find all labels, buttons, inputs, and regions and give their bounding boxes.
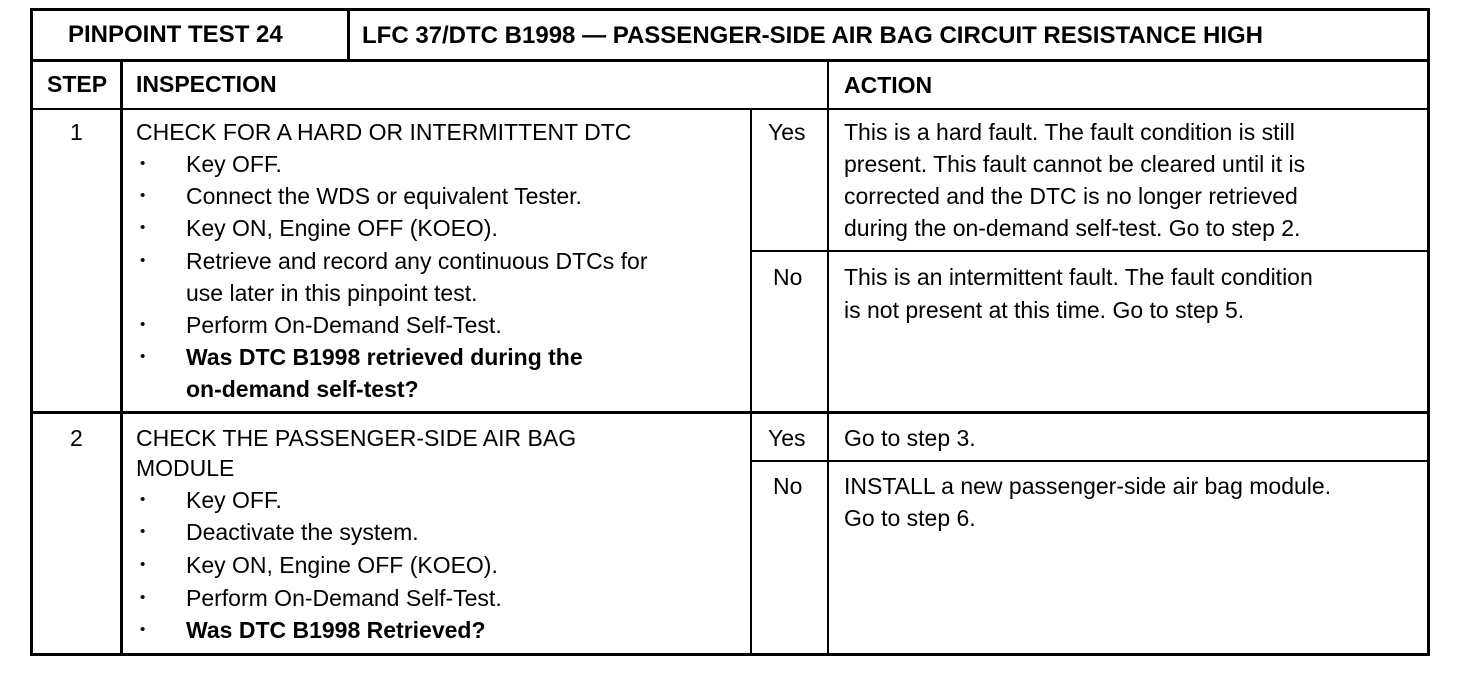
step-2-number: 2 bbox=[70, 425, 83, 451]
test-title: LFC 37/DTC B1998 — PASSENGER-SIDE AIR BAG CIRCUIT RESISTANCE HIGH bbox=[362, 22, 1264, 49]
step-2-no-action-line-2: Go to step 6. bbox=[844, 505, 976, 531]
column-header-action: ACTION bbox=[844, 72, 933, 98]
step-1-bullet-5: Perform On-Demand Self-Test. bbox=[186, 312, 502, 338]
bullet-dot: • bbox=[140, 491, 146, 508]
bullet-dot: • bbox=[140, 523, 146, 540]
step-2-heading-line-1: CHECK THE PASSENGER-SIDE AIR BAG bbox=[136, 425, 577, 451]
step-2-question: Was DTC B1998 Retrieved? bbox=[186, 617, 486, 643]
step-2-bullet-2: Deactivate the system. bbox=[186, 519, 419, 545]
bullet-dot: • bbox=[140, 621, 146, 638]
table-border-left bbox=[30, 8, 33, 656]
step2-yes-no-divider bbox=[750, 460, 1430, 462]
table-border-bottom bbox=[30, 653, 1430, 656]
table-border-right bbox=[1427, 8, 1430, 656]
bullet-dot: • bbox=[140, 316, 146, 333]
step-divider bbox=[30, 411, 1430, 414]
header-vertical-divider bbox=[347, 8, 350, 60]
table-border-top bbox=[30, 8, 1430, 11]
step-1-bullet-3: Key ON, Engine OFF (KOEO). bbox=[186, 215, 498, 241]
step-1-number: 1 bbox=[70, 119, 83, 145]
step1-yes-no-divider bbox=[750, 250, 1430, 252]
bullet-dot: • bbox=[140, 219, 146, 236]
step-1-answer-no: No bbox=[773, 264, 803, 290]
step-2-answer-no: No bbox=[773, 473, 803, 499]
column-header-divider bbox=[30, 108, 1430, 110]
column-header-step: STEP bbox=[47, 71, 108, 97]
bullet-dot: • bbox=[140, 155, 146, 172]
step-1-yes-action-line-3: corrected and the DTC is no longer retrieved bbox=[844, 183, 1298, 209]
bullet-dot: • bbox=[140, 556, 146, 573]
step-2-bullet-4: Perform On-Demand Self-Test. bbox=[186, 585, 502, 611]
step-1-question: Was DTC B1998 retrieved during the bbox=[186, 344, 583, 370]
step-1-yes-action-line-2: present. This fault cannot be cleared until it is bbox=[844, 151, 1306, 177]
pinpoint-test-table bbox=[30, 8, 1430, 656]
step-1-bullet-1: Key OFF. bbox=[186, 151, 282, 177]
step-2-heading-line-2: MODULE bbox=[136, 455, 235, 481]
bullet-dot: • bbox=[140, 187, 146, 204]
header-divider bbox=[30, 59, 1430, 62]
step-1-bullet-4: Retrieve and record any continuous DTCs for bbox=[186, 248, 648, 274]
step-1-answer-yes: Yes bbox=[768, 119, 806, 145]
bullet-dot: • bbox=[140, 348, 146, 365]
step-1-yes-action-line-1: This is a hard fault. The fault condition is still bbox=[844, 119, 1295, 145]
bullet-dot: • bbox=[140, 252, 146, 269]
answer-column-divider bbox=[750, 109, 752, 656]
step-2-yes-action-line-1: Go to step 3. bbox=[844, 425, 976, 451]
column-header-inspection: INSPECTION bbox=[136, 71, 277, 97]
action-column-divider bbox=[827, 60, 829, 656]
step-1-bullet-2: Connect the WDS or equivalent Tester. bbox=[186, 183, 582, 209]
step-1-bullet-4-cont: use later in this pinpoint test. bbox=[186, 280, 478, 306]
step-2-answer-yes: Yes bbox=[768, 425, 806, 451]
step-1-no-action-line-1: This is an intermittent fault. The fault condition bbox=[844, 264, 1313, 290]
step-1-yes-action-line-4: during the on-demand self-test. Go to step 2. bbox=[844, 215, 1301, 241]
step-1-heading: CHECK FOR A HARD OR INTERMITTENT DTC bbox=[136, 119, 632, 145]
step-1-no-action-line-2: is not present at this time. Go to step 5. bbox=[844, 297, 1245, 323]
step-column-divider bbox=[120, 60, 123, 656]
step-2-bullet-1: Key OFF. bbox=[186, 487, 282, 513]
test-label: PINPOINT TEST 24 bbox=[68, 21, 283, 48]
bullet-dot: • bbox=[140, 589, 146, 606]
step-1-question-cont: on-demand self-test? bbox=[186, 376, 419, 402]
step-2-bullet-3: Key ON, Engine OFF (KOEO). bbox=[186, 552, 498, 578]
step-2-no-action-line-1: INSTALL a new passenger-side air bag module. bbox=[844, 473, 1332, 499]
